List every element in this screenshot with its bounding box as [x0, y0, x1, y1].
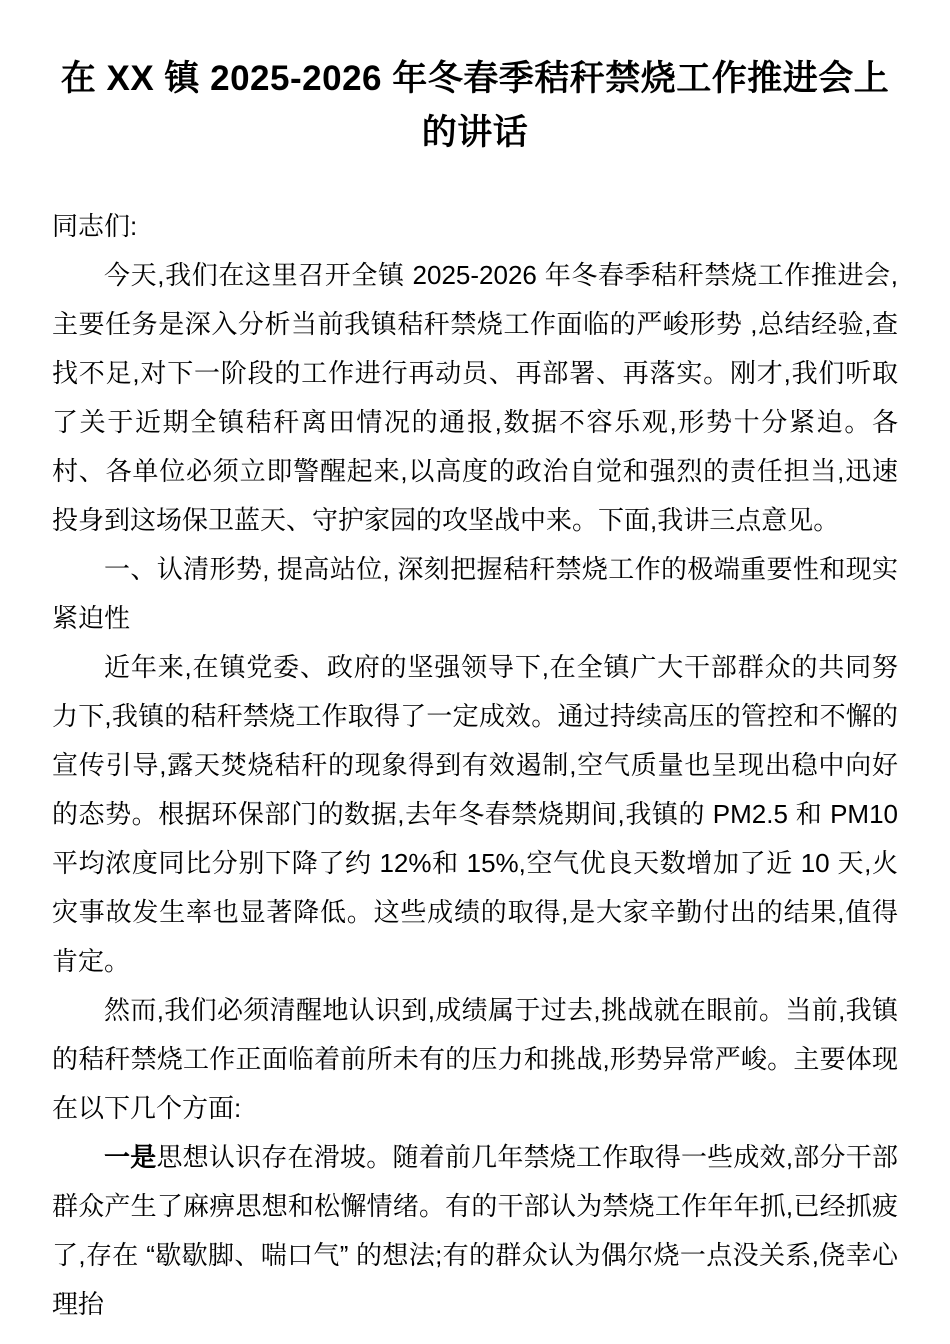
- point-one-lead-label: 一是: [104, 1142, 157, 1172]
- paragraph-achievements: 近年来,在镇党委、政府的坚强领导下,在全镇广大干部群众的共同努力下,我镇的秸秆禁烧工作取得了一定成效。通过持续高压的管控和不懈的宣传引导,露天焚烧秸秆的现象得到有效遏制,空气质量也呈现出稳中向好的态势。根据环保部门的数据,去年冬春禁烧期间,我镇的 PM2.5 和 PM10 平均浓度同比分别下降了约 12%和 15%,空气优良天数增加了近 10 天,火灾事故发生率也显著降低。这些成绩的取得,是大家辛勤付出的结果,值得肯定。: [52, 652, 898, 976]
- document-body: [0, 202, 950, 1329]
- page-title: 在 XX 镇 2025-2026 年冬春季秸秆禁烧工作推进会上的讲话: [60, 59, 890, 152]
- paragraph-opening: 今天,我们在这里召开全镇 2025-2026 年冬春季秸秆禁烧工作推进会,主要任务是深入分析当前我镇秸秆禁烧工作面临的严峻形势 ,总结经验,查找不足,对下一阶段的工作进行再动员、再部署、再落实。刚才,我们听取了关于近期全镇秸秆离田情况的通报,数据不容乐观,形势十分紧迫。各村、各单位必须立即警醒起来,以高度的政治自觉和强烈的责任担当,迅速投身到这场保卫蓝天、守护家园的攻坚战中来。下面,我讲三点意见。: [52, 260, 898, 535]
- salutation: 同志们:: [52, 211, 138, 241]
- paragraph-challenges: 然而,我们必须清醒地认识到,成绩属于过去,挑战就在眼前。当前,我镇的秸秆禁烧工作正面临着前所未有的压力和挑战,形势异常严峻。主要体现在以下几个方面:: [52, 995, 898, 1123]
- paragraph-point-one: [52, 1133, 898, 1329]
- point-one-text: 思想认识存在滑坡。随着前几年禁烧工作取得一些成效,部分干部群众产生了麻痹思想和松懈情绪。有的干部认为禁烧工作年年抓,已经抓疲了,存在 “歇歇脚、喘口气” 的想法;有的群众认为偶尔烧一点没关系,侥幸心理抬: [52, 1142, 898, 1319]
- section-heading-one: 一、认清形势, 提高站位, 深刻把握秸秆禁烧工作的极端重要性和现实紧迫性: [52, 554, 898, 633]
